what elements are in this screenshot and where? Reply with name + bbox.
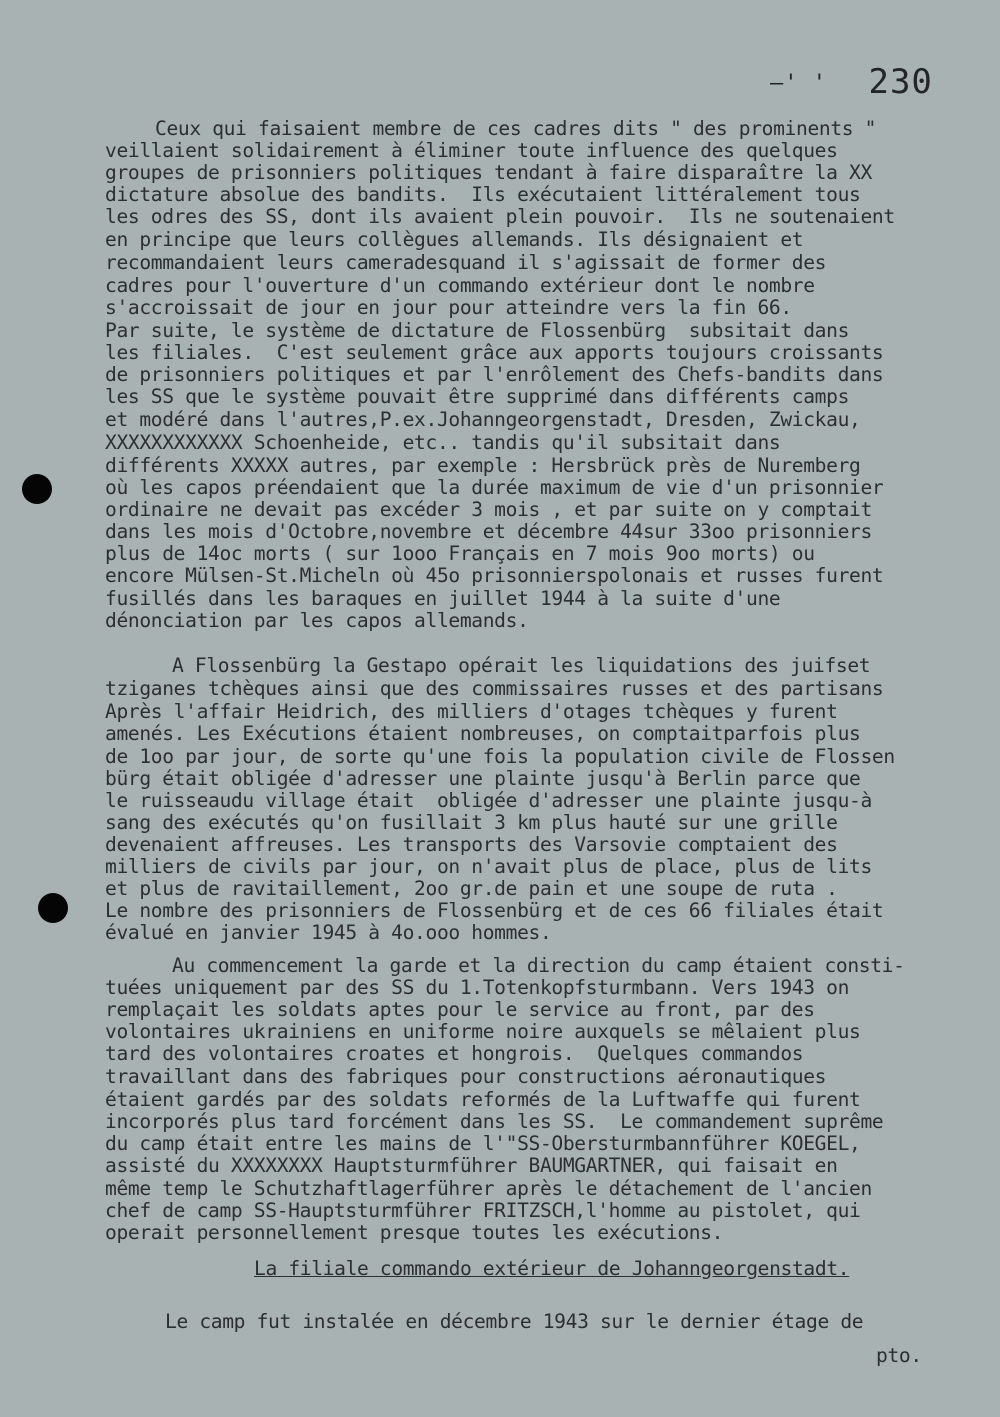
text-line: fusillés dans les baraques en juillet 1944 à la suite d'une [105, 587, 781, 610]
text-line: amenés. Les Exécutions étaient nombreuses, on comptaitparfois plus [105, 722, 861, 745]
text-line: encore Mülsen-St.Micheln où 45o prisonnierspolonais et russes furent [105, 564, 884, 587]
page-number-area [770, 62, 933, 102]
text-line: groupes de prisonniers politiques tendant à faire disparaître la XX [105, 161, 872, 184]
punch-hole-bottom [38, 893, 68, 923]
text-line: assisté du XXXXXXXX Hauptsturmführer BAUMGARTNER, qui faisait en [105, 1154, 838, 1177]
text-line: chef de camp SS-Hauptsturmführer FRITZSCH,l'homme au pistolet, qui [105, 1199, 861, 1222]
text-line: et modéré dans l'autres,P.ex.Johanngeorgenstadt, Dresden, Zwickau, [105, 408, 861, 431]
text-line: bürg était obligée d'adresser une plainte jusqu'à Berlin parce que [105, 767, 861, 790]
text-line: cadres pour l'ouverture d'un commando extérieur dont le nombre [105, 274, 815, 297]
text-line: plus de 14oc morts ( sur 1ooo Français en 7 mois 9oo morts) ou [105, 542, 815, 565]
text-line: dénonciation par les capos allemands. [105, 609, 529, 632]
text-line: tuées uniquement par des SS du 1.Totenkopfsturmbann. Vers 1943 on [105, 976, 850, 999]
text-line: XXXXXXXXXXXX Schoenheide, etc.. tandis qu'il subsitait dans [105, 431, 781, 454]
text-line: remplaçait les soldats aptes pour le service au front, par des [105, 998, 815, 1021]
text-line: en principe que leurs collègues allemands. Ils désignaient et [105, 228, 804, 251]
text-line: ordinaire ne devait pas excéder 3 mois , et par suite on y comptait [105, 498, 872, 521]
text-line: et plus de ravitaillement, 2oo gr.de pain et une soupe de ruta . [105, 877, 838, 900]
text-line: les filiales. C'est seulement grâce aux apports toujours croissants [105, 341, 884, 364]
text-line: le ruisseaudu village était obligée d'adresser une plainte jusqu-à [105, 789, 872, 812]
page-number: 230 [868, 62, 933, 102]
section-heading: La filiale commando extérieur de Johanngeorgenstadt. [254, 1257, 850, 1280]
text-line: incorporés plus tard forcément dans les SS. Le commandement suprême [105, 1110, 884, 1133]
text-line: évalué en janvier 1945 à 4o.ooo hommes. [105, 921, 552, 944]
text-line: recommandaient leurs cameradesquand il s'agissait de former des [105, 251, 827, 274]
text-line: même temp le Schutzhaftlagerführer après le détachement de l'ancien [105, 1177, 872, 1200]
text-line: Ceux qui faisaient membre de ces cadres dits " des prominents " [155, 117, 877, 140]
text-line: dictature absolue des bandits. Ils exécutaient littéralement tous [105, 183, 861, 206]
text-line: devenaient affreuses. Les transports des Varsovie comptaient des [105, 833, 838, 856]
text-line: du camp était entre les mains de l'"SS-Obersturmbannführer KOEGEL, [105, 1132, 861, 1155]
text-line: A Flossenbürg la Gestapo opérait les liquidations des juifset [172, 654, 871, 677]
punch-hole-top [22, 474, 52, 504]
text-line: les SS que le système pouvait être supprimé dans différents camps [105, 385, 850, 408]
text-line: volontaires ukrainiens en uniforme noire auxquels se mêlaient plus [105, 1020, 861, 1043]
text-line: s'accroissait de jour en jour pour atteindre vers la fin 66. [105, 296, 792, 319]
text-line: travaillant dans des fabriques pour constructions aéronautiques [105, 1065, 827, 1088]
text-line: différents XXXXX autres, par exemple : Hersbrück près de Nuremberg [105, 454, 861, 477]
text-line: Par suite, le système de dictature de Flossenbürg subsitait dans [105, 319, 850, 342]
text-line: operait personnellement presque toutes les exécutions. [105, 1221, 724, 1244]
text-line: Le nombre des prisonniers de Flossenbürg et de ces 66 filiales était [105, 899, 884, 922]
text-line: Au commencement la garde et la direction du camp étaient consti- [172, 954, 905, 977]
page-mark: —' ' [770, 71, 827, 96]
text-line: de prisonniers politiques et par l'enrôlement des Chefs-bandits dans [105, 363, 884, 386]
text-line: sang des exécutés qu'on fusillait 3 km plus hauté sur une grille [105, 811, 838, 834]
text-line: Après l'affair Heidrich, des milliers d'otages tchèques y furent [105, 700, 838, 723]
text-line: où les capos préendaient que la durée maximum de vie d'un prisonnier [105, 476, 884, 499]
text-line: tard des volontaires croates et hongrois. Quelques commandos [105, 1042, 804, 1065]
text-line: veillaient solidairement à éliminer toute influence des quelques [105, 139, 838, 162]
text-line: Le camp fut instalée en décembre 1943 sur le dernier étage de [165, 1310, 864, 1333]
text-line: étaient gardés par des soldats reformés de la Luftwaffe qui furent [105, 1088, 861, 1111]
text-line: de 1oo par jour, de sorte qu'une fois la population civile de Flossen [105, 745, 895, 768]
page-footer-pto: pto. [876, 1344, 922, 1367]
text-line: milliers de civils par jour, on n'avait plus de place, plus de lits [105, 855, 872, 878]
text-line: dans les mois d'Octobre,novembre et décembre 44sur 33oo prisonniers [105, 520, 872, 543]
text-line: les odres des SS, dont ils avaient plein pouvoir. Ils ne soutenaient [105, 205, 895, 228]
text-line: tziganes tchèques ainsi que des commissaires russes et des partisans [105, 677, 884, 700]
